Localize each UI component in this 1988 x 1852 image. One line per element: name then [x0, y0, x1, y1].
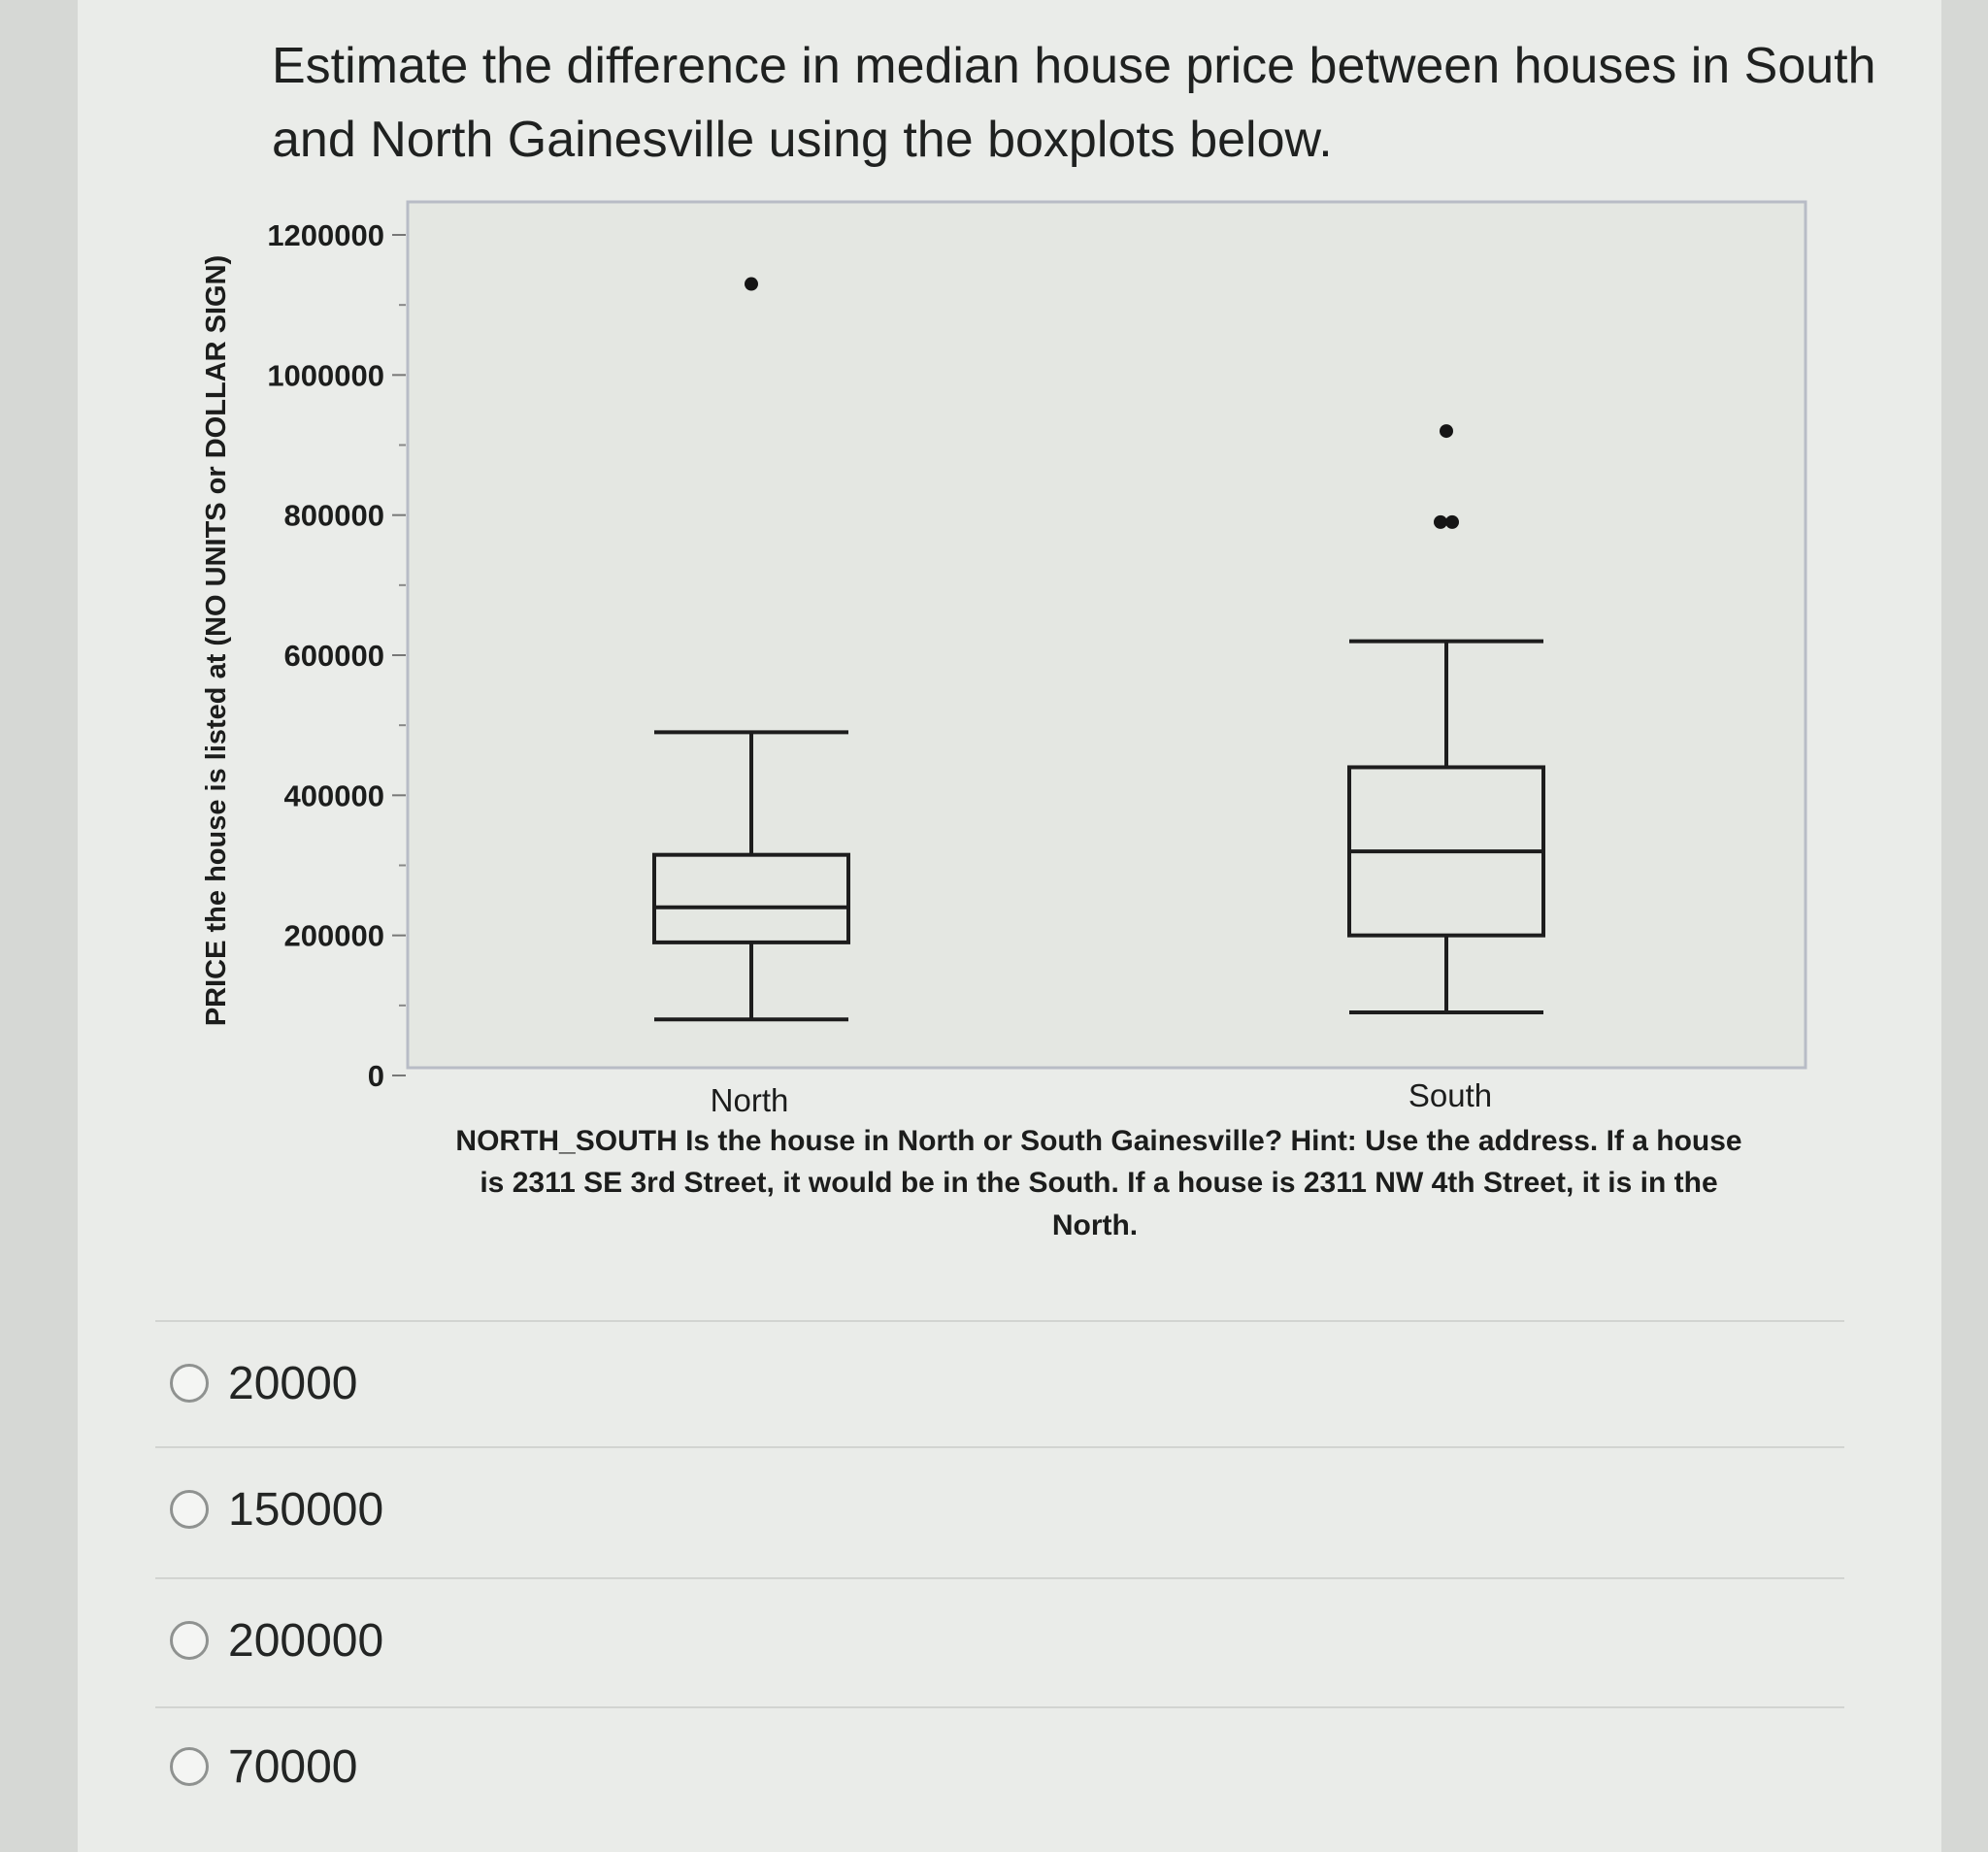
y-axis — [267, 218, 406, 1093]
radio-button[interactable] — [170, 1621, 209, 1660]
plot-area — [408, 202, 1806, 1068]
x-axis-label-line-2: is 2311 SE 3rd Street, it would be in the South. If a house is 2311 NW 4th Street, it is in the — [480, 1167, 1718, 1199]
radio-button[interactable] — [170, 1490, 209, 1529]
outlier-point — [1445, 515, 1459, 529]
option-label: 200000 — [228, 1614, 384, 1667]
y-tick-label: 1000000 — [267, 358, 384, 393]
divider — [155, 1706, 1844, 1708]
y-tick-label: 400000 — [283, 778, 384, 813]
x-axis-label-line-1: NORTH_SOUTH Is the house in North or South Gainesville? Hint: Use the address. If a house — [455, 1125, 1742, 1157]
y-tick-label: 1200000 — [267, 218, 384, 252]
answer-option-1[interactable] — [170, 1349, 357, 1417]
y-tick-label: 800000 — [283, 498, 384, 533]
option-label: 70000 — [228, 1740, 358, 1793]
option-label: 20000 — [228, 1357, 358, 1409]
y-tick-label: 600000 — [283, 639, 384, 673]
outlier-point — [1440, 424, 1453, 438]
radio-button[interactable] — [170, 1747, 209, 1786]
x-axis-label-line-3: North. — [1051, 1209, 1139, 1241]
divider — [155, 1446, 1844, 1448]
outlier-point — [1434, 515, 1447, 529]
radio-button[interactable] — [170, 1364, 209, 1403]
divider — [155, 1320, 1844, 1322]
x-tick-south: South — [1408, 1077, 1493, 1113]
option-label: 150000 — [228, 1483, 384, 1536]
outlier-point — [745, 278, 758, 291]
divider — [155, 1577, 1844, 1579]
y-tick-label: 0 — [367, 1059, 384, 1093]
answer-option-2[interactable] — [170, 1475, 383, 1543]
y-axis-label: PRICE the house is listed at (NO UNITS or DOLLAR SIGN) — [201, 254, 232, 1027]
answer-option-4[interactable] — [170, 1733, 357, 1801]
question-text: Estimate the difference in median house price between houses in South and North Gainesville using the boxplots below. — [272, 38, 1876, 168]
x-tick-north: North — [710, 1082, 789, 1118]
answer-option-3[interactable] — [170, 1606, 383, 1674]
y-tick-label: 200000 — [283, 918, 384, 953]
